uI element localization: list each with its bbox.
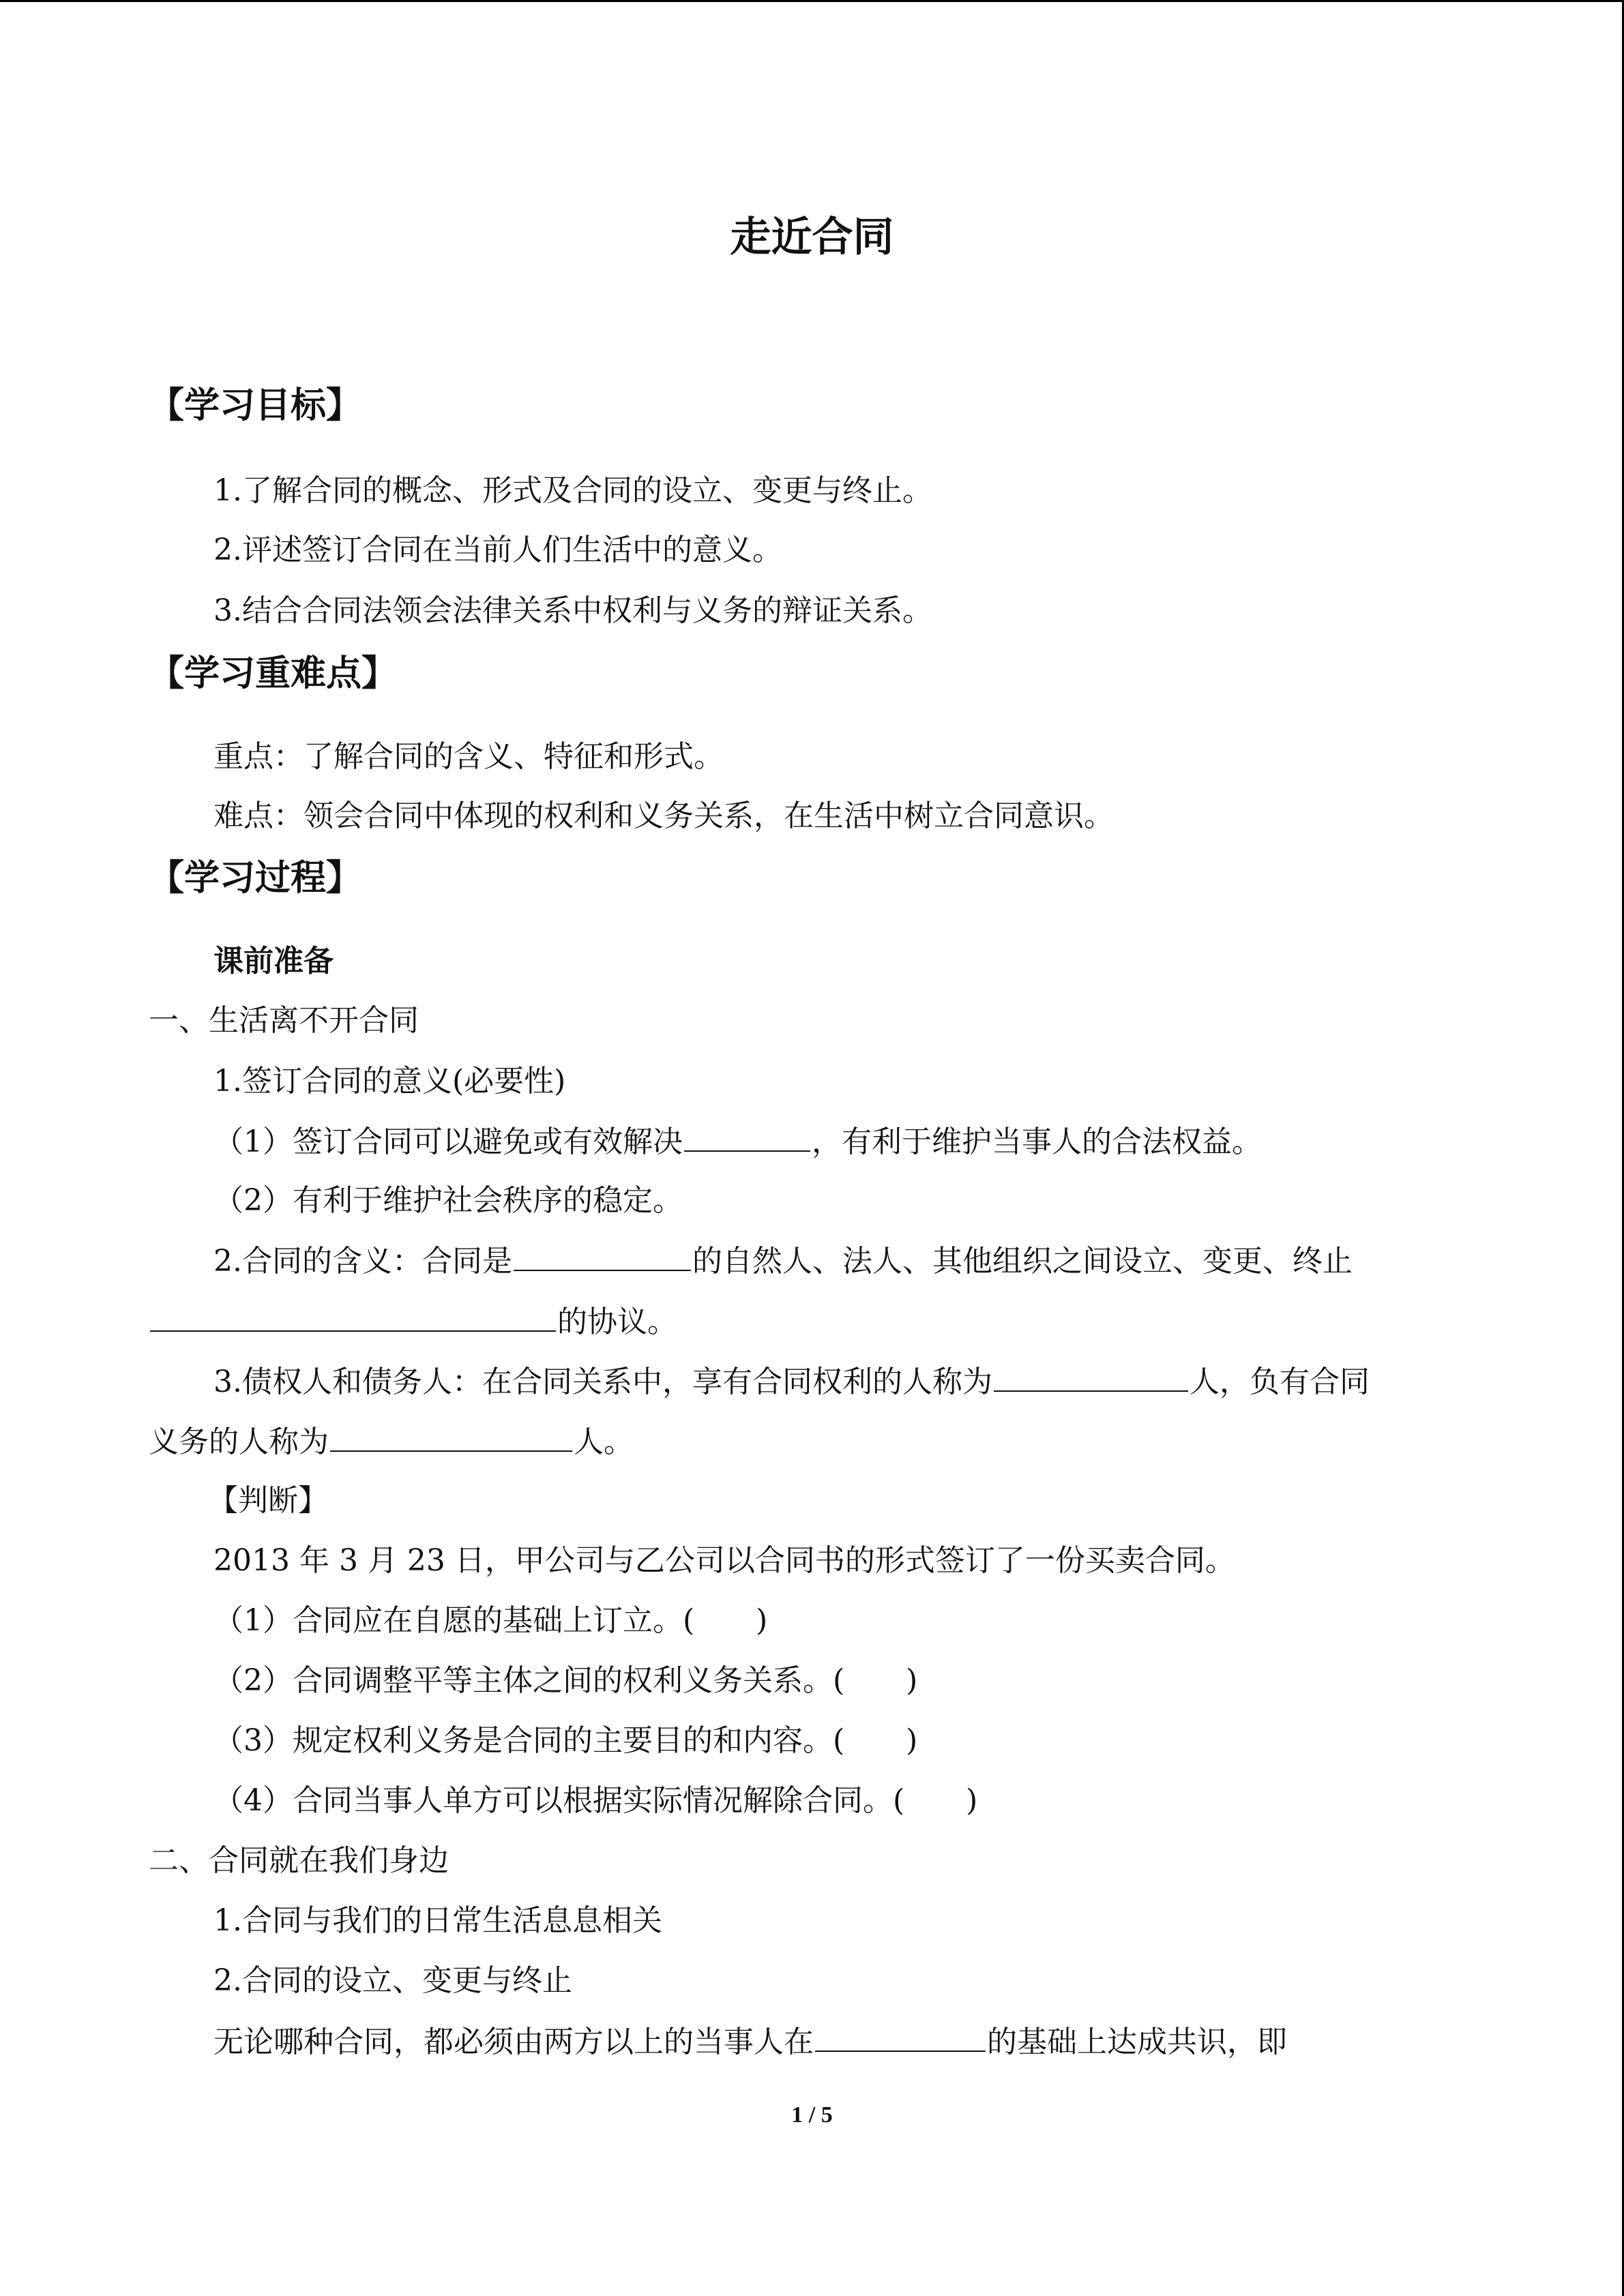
part1-q2-line2 [149, 1300, 677, 1343]
judge-item [213, 1660, 917, 1701]
part1-q3 [213, 1360, 1370, 1403]
judge-item-text: （2）合同调整平等主体之间的权利义务关系。( [213, 1663, 845, 1698]
q2-text-mid: 的自然人、法人、其他组织之间设立、变更、终止 [692, 1244, 1353, 1279]
fill-blank[interactable] [815, 2021, 986, 2052]
judge-item-text: （3）规定权利义务是合同的主要目的和内容。( [213, 1723, 845, 1758]
heading-keypoints: 【学习重难点】 [149, 653, 398, 694]
judge-item [213, 1780, 977, 1821]
part2-title: 二、合同就在我们身边 [149, 1843, 449, 1878]
part2-item: 1.合同与我们的日常生活息息相关 [213, 1903, 662, 1938]
prep-subheading: 课前准备 [213, 944, 334, 979]
q2-text-after: 的协议。 [557, 1304, 677, 1339]
q3-line2-text: 义务的人称为 [149, 1425, 329, 1459]
judge-item [213, 1600, 767, 1641]
q1a-text-before: （1）签订合同可以避免或有效解决 [213, 1124, 683, 1159]
judge-item-text: （1）合同应在自愿的基础上订立。( [213, 1603, 695, 1638]
part1-q3-line2 [149, 1420, 634, 1463]
page-number: 1 / 5 [791, 2102, 833, 2128]
fill-blank[interactable] [330, 1420, 572, 1452]
judge-paren-close: ) [906, 1723, 918, 1758]
part1-q1a [213, 1120, 1262, 1163]
judge-item-text: （4）合同当事人单方可以根据实际情况解除合同。( [213, 1783, 905, 1818]
judge-label: 【判断】 [208, 1483, 328, 1518]
fill-blank[interactable] [514, 1240, 691, 1271]
part1-q1: 1.签订合同的意义(必要性) [213, 1064, 566, 1099]
fill-blank[interactable] [994, 1360, 1188, 1392]
part2-p3 [213, 2021, 1287, 2063]
q1a-text-after: ，有利于维护当事人的合法权益。 [812, 1124, 1262, 1159]
judge-paren-close: ) [756, 1603, 768, 1638]
judge-paren-close: ) [906, 1663, 918, 1698]
keypoint-item: 重点：了解合同的含义、特征和形式。 [213, 739, 724, 774]
fill-blank[interactable] [684, 1120, 810, 1152]
part1-q1b: （2）有利于维护社会秩序的稳定。 [213, 1183, 683, 1218]
p3-text-after: 的基础上达成共识，即 [987, 2025, 1287, 2059]
heading-process: 【学习过程】 [149, 858, 362, 899]
q3-text-mid: 人，负有合同 [1189, 1365, 1370, 1399]
q3-text-after: 人。 [574, 1425, 634, 1459]
objective-item: 1.了解合同的概念、形式及合同的设立、变更与终止。 [213, 473, 932, 508]
part1-q2 [213, 1240, 1353, 1282]
judge-paren-close: ) [966, 1783, 978, 1818]
p3-text-before: 无论哪种合同，都必须由两方以上的当事人在 [213, 2025, 814, 2059]
top-border-line [0, 0, 1624, 2]
judge-intro: 2013 年 3 月 23 日，甲公司与乙公司以合同书的形式签订了一份买卖合同。 [213, 1543, 1235, 1578]
heading-objectives: 【学习目标】 [149, 385, 362, 426]
part1-title: 一、生活离不开合同 [149, 1003, 419, 1038]
fill-blank[interactable] [150, 1300, 556, 1332]
q2-text-before: 2.合同的含义：合同是 [213, 1244, 512, 1279]
objective-item: 3.结合合同法领会法律关系中权利与义务的辩证关系。 [213, 593, 932, 628]
q3-text-before: 3.债权人和债务人：在合同关系中，享有合同权利的人称为 [213, 1365, 992, 1399]
page-title: 走近合同 [730, 213, 894, 261]
keypoint-item: 难点：领会合同中体现的权利和义务关系，在生活中树立合同意识。 [213, 799, 1114, 833]
judge-item [213, 1720, 917, 1761]
objective-item: 2.评述签订合同在当前人们生活中的意义。 [213, 533, 782, 567]
part2-item: 2.合同的设立、变更与终止 [213, 1963, 572, 1998]
